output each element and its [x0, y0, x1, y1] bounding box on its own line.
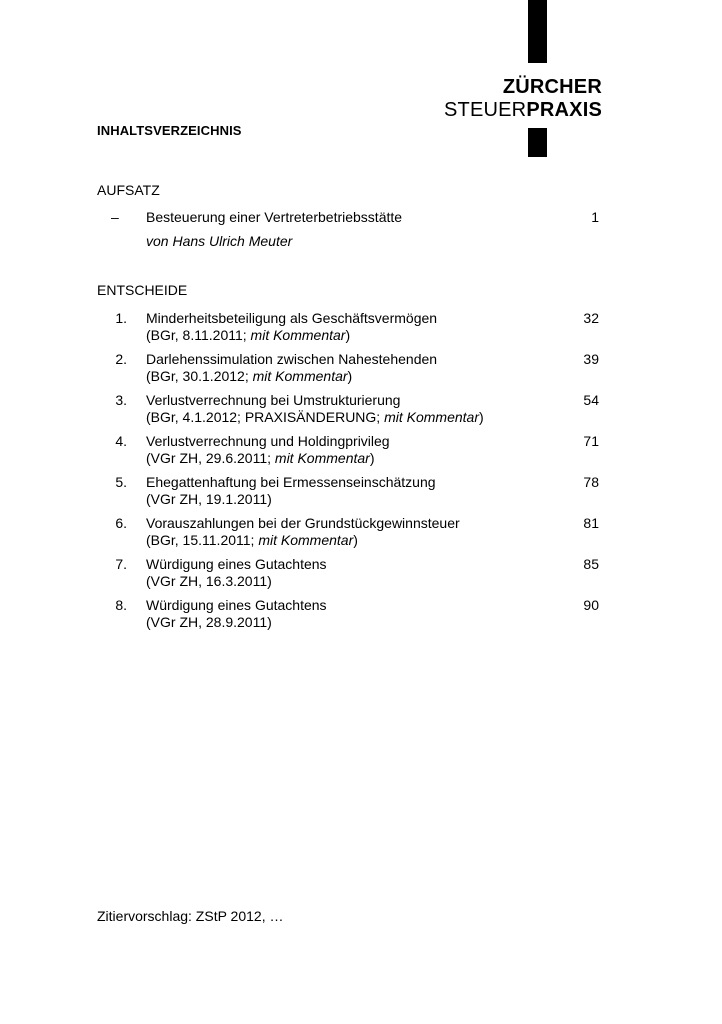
- entry-source-text: (VGr ZH, 19.1.2011): [146, 491, 272, 507]
- entry-number: 5.: [115, 474, 127, 490]
- entry-page: 90: [583, 597, 599, 613]
- journal-logo: [444, 76, 602, 122]
- entry-number: 2.: [115, 351, 127, 367]
- entry-page: 71: [583, 433, 599, 449]
- entry-title: Verlustverrechnung und Holdingprivileg: [146, 433, 390, 449]
- entry-title: Minderheitsbeteiligung als Geschäftsvermögen: [146, 310, 438, 326]
- entry-title: Besteuerung einer Vertreterbetriebsstätte: [146, 209, 403, 225]
- entry-source-text: (BGr, 8.11.2011;: [146, 327, 251, 343]
- entry-number: 8.: [115, 597, 127, 613]
- entry-source: [146, 532, 358, 549]
- entry-title: Vorauszahlungen bei der Grundstückgewinnsteuer: [146, 515, 460, 531]
- entry-source-text: (BGr, 30.1.2012;: [146, 368, 253, 384]
- entry-source-text: (VGr ZH, 28.9.2011): [146, 614, 272, 630]
- entry-source-close: ): [369, 450, 375, 466]
- entry-source-text: (VGr ZH, 29.6.2011;: [146, 450, 275, 466]
- entry-note: mit Kommentar: [258, 532, 354, 548]
- entry-page: 39: [583, 351, 599, 367]
- entry-title: Ehegattenhaftung bei Ermessenseinschätzung: [146, 474, 436, 490]
- entry-title: Verlustverrechnung bei Umstrukturierung: [146, 392, 401, 408]
- entry-title: Darlehenssimulation zwischen Nahestehenden: [146, 351, 438, 367]
- entry-source-close: ): [345, 327, 351, 343]
- entry-source: [146, 450, 375, 467]
- entry-number: 1.: [115, 310, 127, 326]
- entry-page: 78: [583, 474, 599, 490]
- entry-author: von Hans Ulrich Meuter: [146, 233, 293, 249]
- entry-number: 6.: [115, 515, 127, 531]
- logo-line-2-light: STEUER: [444, 99, 527, 121]
- entry-source: [146, 327, 350, 344]
- section-heading-aufsatz: AUFSATZ: [97, 182, 160, 198]
- entry-source: [146, 409, 484, 426]
- entry-page: 81: [583, 515, 599, 531]
- entry-note: mit Kommentar: [384, 409, 480, 425]
- logo-line-1: ZÜRCHER: [502, 76, 602, 98]
- entry-source-close: ): [347, 368, 353, 384]
- entry-page: 32: [583, 310, 599, 326]
- entry-marker: –: [111, 209, 119, 225]
- entry-source: [146, 368, 352, 385]
- entry-number: 3.: [115, 392, 127, 408]
- entry-page: 54: [583, 392, 599, 408]
- logo-line-2: [444, 99, 602, 122]
- entry-source-close: ): [353, 532, 358, 548]
- entry-source: [146, 573, 272, 590]
- entry-source-text: (BGr, 4.1.2012; PRAXISÄNDERUNG;: [146, 409, 385, 425]
- entry-title: Würdigung eines Gutachtens: [146, 597, 327, 613]
- entry-note: mit Kommentar: [252, 368, 348, 384]
- entry-number: 4.: [115, 433, 127, 449]
- entry-page: 85: [583, 556, 599, 572]
- page-title: INHALTSVERZEICHNIS: [97, 123, 242, 138]
- logo-bar-top: [528, 0, 547, 63]
- entry-source: [146, 491, 272, 508]
- entry-number: 7.: [115, 556, 127, 572]
- entry-title: Würdigung eines Gutachtens: [146, 556, 327, 572]
- entry-page: 1: [591, 209, 599, 225]
- entry-note: mit Kommentar: [274, 450, 370, 466]
- citation-suggestion: Zitiervorschlag: ZStP 2012, …: [97, 908, 284, 924]
- entry-source-text: (BGr, 15.11.2011;: [146, 532, 259, 548]
- logo-line-2-bold: PRAXIS: [526, 99, 602, 121]
- logo-bar-bottom: [528, 128, 547, 157]
- entry-source: [146, 614, 272, 631]
- section-heading-entscheide: ENTSCHEIDE: [97, 282, 188, 298]
- entry-note: mit Kommentar: [250, 327, 346, 343]
- entry-source-close: ): [479, 409, 484, 425]
- entry-source-text: (VGr ZH, 16.3.2011): [146, 573, 272, 589]
